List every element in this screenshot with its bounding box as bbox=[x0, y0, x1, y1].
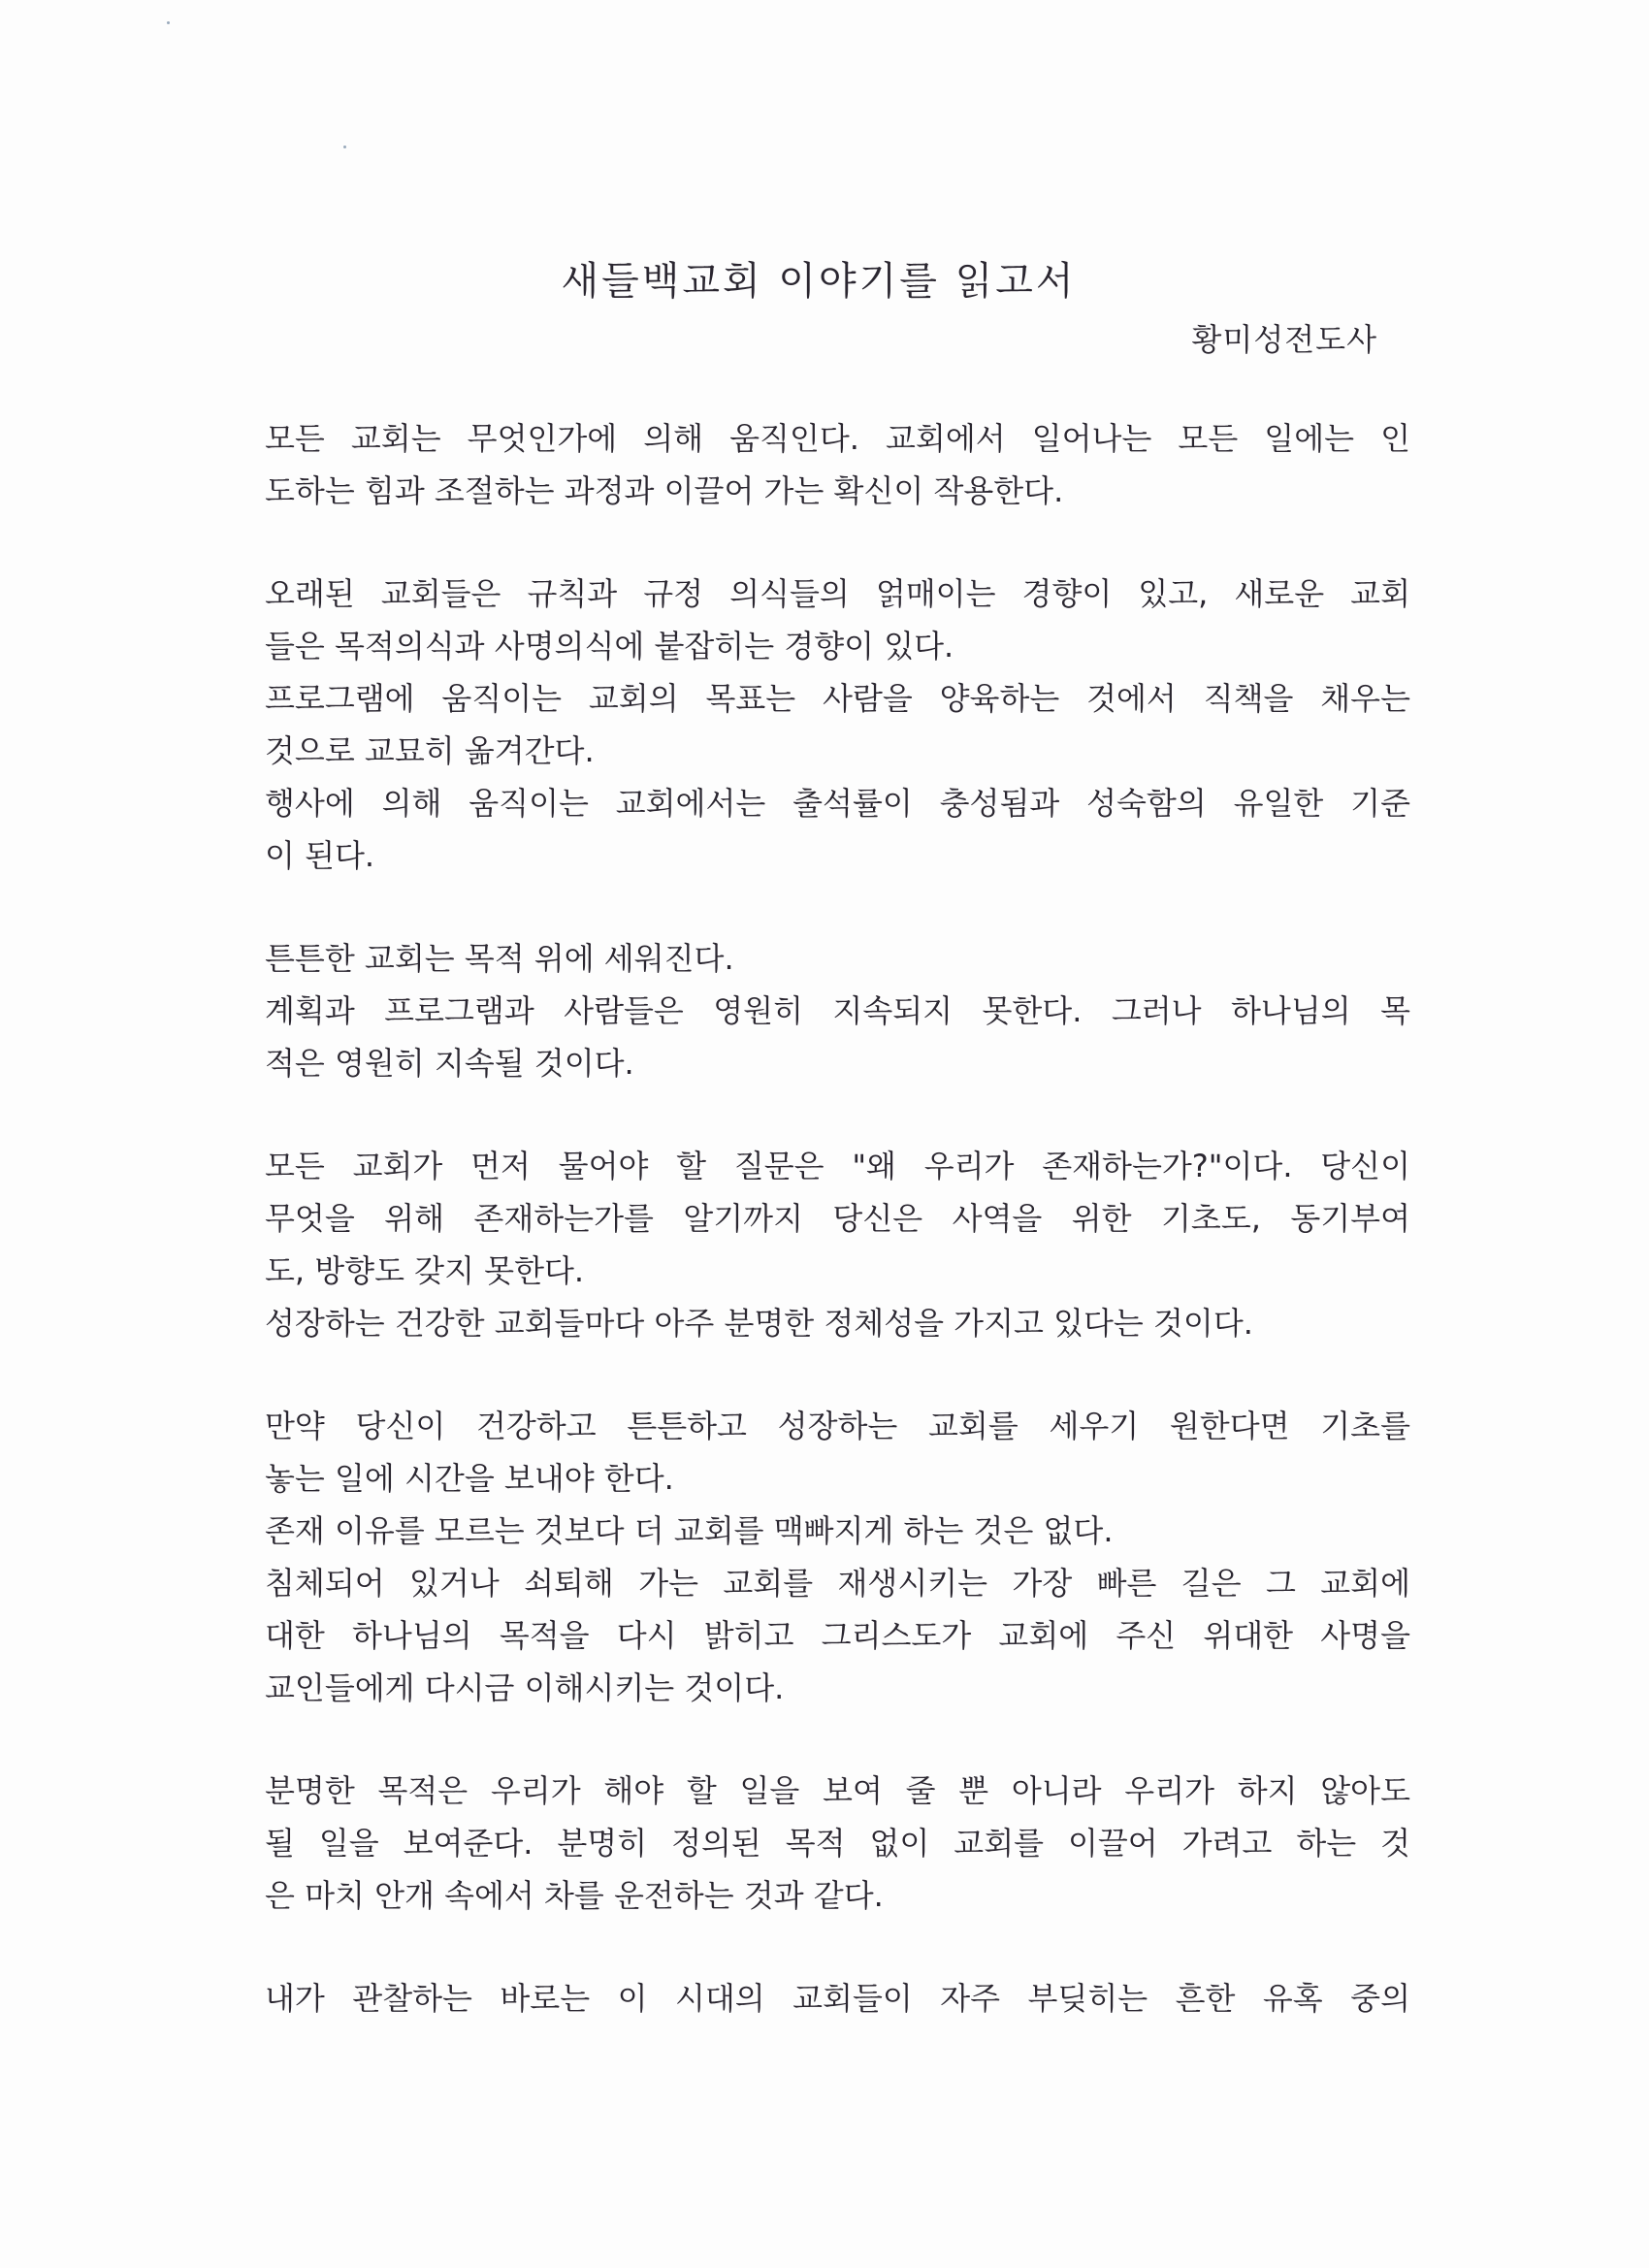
text-line: 모든 교회는 무엇인가에 의해 움직인다. 교회에서 일어나는 모든 일에는 인 bbox=[265, 420, 1410, 457]
text-line: 적은 영원히 지속될 것이다. bbox=[265, 1045, 634, 1082]
text-line: 이 된다. bbox=[265, 837, 375, 874]
paragraph bbox=[265, 1140, 1410, 1349]
text-line: 것으로 교묘히 옮겨간다. bbox=[265, 732, 595, 769]
text-line: 놓는 일에 시간을 보내야 한다. bbox=[265, 1460, 674, 1497]
paragraph bbox=[265, 567, 1410, 882]
text-line: 존재 이유를 모르는 것보다 더 교회를 맥빠지게 하는 것은 없다. bbox=[265, 1512, 1114, 1549]
text-line: 계획과 프로그램과 사람들은 영원히 지속되지 못한다. 그러나 하나님의 목 bbox=[265, 992, 1410, 1029]
text-line: 될 일을 보여준다. 분명히 정의된 목적 없이 교회를 이끌어 가려고 하는 것 bbox=[265, 1825, 1410, 1862]
scan-speck bbox=[167, 21, 170, 24]
text-line: 성장하는 건강한 교회들마다 아주 분명한 정체성을 가지고 있다는 것이다. bbox=[265, 1305, 1253, 1342]
text-line: 모든 교회가 먼저 물어야 할 질문은 "왜 우리가 존재하는가?"이다. 당신이 bbox=[265, 1148, 1410, 1184]
paragraph bbox=[265, 1972, 1410, 2025]
text-line: 은 마치 안개 속에서 차를 운전하는 것과 같다. bbox=[265, 1877, 884, 1914]
paragraph bbox=[265, 1765, 1410, 1922]
text-line: 도, 방향도 갖지 못한다. bbox=[265, 1252, 585, 1289]
paragraph bbox=[265, 932, 1410, 1089]
text-line: 프로그램에 움직이는 교회의 목표는 사람을 양육하는 것에서 직책을 채우는 bbox=[265, 680, 1410, 717]
text-line: 튼튼한 교회는 목적 위에 세워진다. bbox=[265, 940, 734, 977]
text-line: 교인들에게 다시금 이해시키는 것이다. bbox=[265, 1669, 785, 1706]
document-title: 새들백교회 이야기를 읽고서 bbox=[561, 259, 1077, 304]
document-body bbox=[265, 412, 1410, 2075]
text-line: 무엇을 위해 존재하는가를 알기까지 당신은 사역을 위한 기초도, 동기부여 bbox=[265, 1200, 1410, 1237]
text-line: 내가 관찰하는 바로는 이 시대의 교회들이 자주 부딪히는 흔한 유혹 중의 bbox=[265, 1980, 1410, 2017]
text-line: 만약 당신이 건강하고 튼튼하고 성장하는 교회를 세우기 원한다면 기초를 bbox=[265, 1408, 1410, 1444]
text-line: 대한 하나님의 목적을 다시 밝히고 그리스도가 교회에 주신 위대한 사명을 bbox=[265, 1617, 1410, 1654]
paragraph bbox=[265, 412, 1410, 517]
text-line: 도하는 힘과 조절하는 과정과 이끌어 가는 확신이 작용한다. bbox=[265, 472, 1064, 509]
paragraph bbox=[265, 1400, 1410, 1714]
text-line: 침체되어 있거나 쇠퇴해 가는 교회를 재생시키는 가장 빠른 길은 그 교회에 bbox=[265, 1565, 1410, 1602]
text-line: 분명한 목적은 우리가 해야 할 일을 보여 줄 뿐 아니라 우리가 하지 않아도 bbox=[265, 1772, 1410, 1809]
text-line: 들은 목적의식과 사명의식에 붙잡히는 경향이 있다. bbox=[265, 628, 954, 664]
text-line: 오래된 교회들은 규칙과 규정 의식들의 얽매이는 경향이 있고, 새로운 교회 bbox=[265, 575, 1410, 612]
scan-speck bbox=[343, 146, 346, 148]
author-name: 황미성전도사 bbox=[1191, 321, 1377, 358]
text-line: 행사에 의해 움직이는 교회에서는 출석률이 충성됨과 성숙함의 유일한 기준 bbox=[265, 785, 1410, 822]
